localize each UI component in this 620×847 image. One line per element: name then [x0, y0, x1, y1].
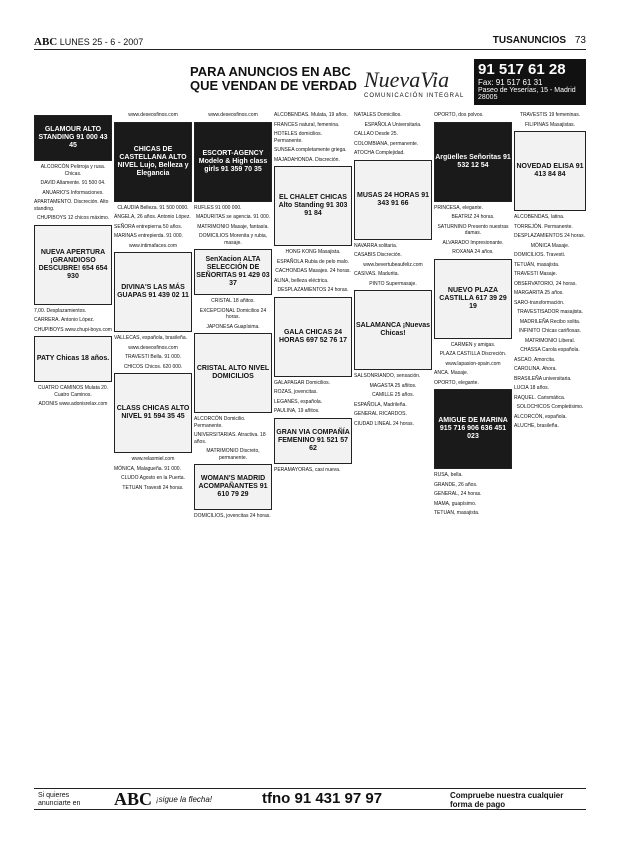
classified-ad: ASCAO. Amorcita.: [514, 356, 556, 363]
top-banner-ad: [34, 57, 586, 107]
classified-ad: CALLAO Desde 25.: [354, 131, 398, 137]
classified-ad: BEATRIZ 24 horas.: [451, 214, 495, 220]
classified-ad: CHICOS Chicos. 620 000.: [123, 363, 183, 370]
classified-ad: TETUÁN, masajista.: [514, 261, 560, 268]
classified-ad: CAROLINA. Ahora.: [514, 366, 557, 372]
classified-ad: DESPLAZAMIENTOS 24 horas.: [514, 233, 586, 239]
classified-ad: SARO-transformación.: [514, 299, 565, 306]
ad-box: WOMAN'S MADRID ACOMPAÑANTES 91 610 79 29: [194, 464, 272, 510]
banner-title-2: QUE VENDAN DE VERDAD: [190, 78, 357, 93]
ad-box: SenXacion ALTA SELECCIÓN DE SEÑORITAS 91 429 03 37: [194, 249, 272, 295]
classified-ad: OPORTO, elegante.: [434, 379, 479, 386]
banner-phone: 91 517 61 28: [478, 61, 566, 78]
classified-ad: ALVARADO Impresionante.: [442, 239, 504, 246]
ad-box: CHICAS DE CASTELLANA ALTO NIVEL Lujo, Belleza y Elegancia: [114, 122, 192, 202]
classified-ad: MARGARITA 25 años.: [514, 290, 564, 296]
classified-ad: TRAVESTIS 19 femeninas.: [519, 112, 581, 118]
footer-brand: ABC: [114, 789, 153, 809]
classified-ad: ROZAS, jovencitas.: [274, 389, 318, 395]
classified-ad: ESPAÑOLA, Madrileña.: [354, 401, 407, 408]
classified-ad: ROXANA 24 años.: [452, 249, 494, 255]
classified-ad: HOTELES domicilios. Permanente.: [274, 131, 323, 144]
classified-ad: OBSERVATORIO, 24 horas.: [514, 280, 577, 287]
ad-box: Argüelles Señoritas 91 532 12 54: [434, 122, 512, 202]
footer-payment: [450, 791, 563, 809]
classified-ad: CAMILLE 25 años.: [372, 392, 414, 398]
classified-ad: ALCOBENDAS, latina.: [514, 214, 565, 220]
classified-ad: MATRIMONIO Liberal.: [525, 337, 575, 344]
header-brand: ABC: [34, 36, 58, 48]
banner-text: [190, 65, 357, 93]
classified-ad: APARTAMENTO. Discreción. Alto standing.: [34, 199, 109, 212]
classifieds-column-7: [514, 112, 586, 780]
ad-box: AMIGUE DE MARINA 915 716 906 636 451 023: [434, 389, 512, 469]
classified-ad: CIUDAD LINEAL 24 horas.: [354, 420, 414, 427]
classified-ad: PRINCESA, elegante.: [434, 204, 483, 211]
classified-ad: NATALES Domicilios.: [354, 112, 402, 118]
footer-lead-line-1: Si quieres: [38, 792, 70, 799]
classified-ad: DOMICILIOS, jovencitas 24 horas.: [194, 513, 271, 519]
ad-box: NUEVO PLAZA CASTILLA 617 39 29 19: [434, 259, 512, 339]
classified-ad: 7,00. Desplazamientos.: [34, 307, 87, 314]
classified-ad: FRANCES natural, femenina.: [274, 121, 340, 128]
ad-box: GRAN VIA COMPAÑÍA FEMENINO 91 521 57 62: [274, 418, 352, 464]
classified-ad: MÓNICA Masaje.: [530, 242, 570, 249]
classified-ad: www.relaxmiel.com: [131, 456, 175, 462]
classified-ad: www.deseosfinos.com: [208, 112, 258, 118]
classified-ad: RUFLES 91 000 000.: [194, 204, 242, 211]
classified-ad: ANUARIO'S Informaciones.: [42, 189, 104, 196]
classified-ad: MADURITAS se agencia. 91 000.: [195, 214, 271, 220]
classified-ad: DOMICILIOS Morenita y rubia, masaje.: [198, 233, 268, 246]
classified-ad: CARMEN y amigas.: [450, 341, 496, 348]
classified-ad: PAULINA, 19 añitos.: [274, 408, 320, 414]
classified-ad: PINTO Supermasaje.: [369, 280, 417, 287]
classified-ad: CLAUDIA Belleza. 91 500 0000.: [117, 204, 189, 211]
classified-ad: ANCA. Masaje.: [434, 370, 469, 376]
classified-ad: DAVID Altamente. 91 500 04.: [40, 180, 106, 186]
classified-ad: ESPAÑOLA Universitaria.: [364, 121, 422, 128]
banner-title-1: PARA ANUNCIOS EN ABC: [190, 64, 351, 79]
classified-ad: MADRILEÑA Recibo solita.: [519, 318, 581, 325]
classified-ad: www.deseosfinos.com: [128, 344, 178, 351]
classified-ad: www.lapasion-spain.com: [445, 360, 501, 367]
classified-ad: NAVARRA solitaria.: [354, 242, 398, 249]
footer-phone: tfno 91 431 97 97: [262, 790, 383, 807]
footer-payment-line-1: Compruebe nuestra cualquier: [450, 791, 564, 800]
classified-ad: DOMICILIOS. Travesti.: [514, 252, 566, 258]
classified-ad: GRANDE, 26 años.: [434, 481, 478, 488]
classified-ad: TRAVESTISADOR masajista.: [517, 309, 583, 315]
classified-ad: CHUPIBOYS 12 chicos máximo.: [36, 215, 110, 221]
footer-slogan: ¡sigue la flecha!: [156, 795, 213, 804]
ad-box: PATY Chicas 18 años.: [34, 336, 112, 382]
classified-ad: EXCEPCIONAL Domicilios 24 horas.: [199, 307, 267, 320]
classified-ad: RUSA, bella.: [434, 472, 463, 478]
classifieds-column-5: [354, 112, 432, 780]
header-right: [493, 35, 586, 46]
classified-ad: MAMA, guapísimo.: [434, 500, 477, 507]
classified-ad: UNIVERSITARIAS. Atractiva. 18 años.: [194, 432, 266, 445]
classified-ad: MAGASTA 25 añitos.: [369, 382, 417, 389]
classified-ad: ALCORCÓN Domicilio. Permanente.: [194, 416, 246, 429]
ad-box: NUEVA APERTURA ¡GRANDIOSO DESCUBRE! 654 654 930: [34, 225, 112, 305]
page-header: [34, 34, 586, 50]
classified-ad: ÁNGELA, 26 años. Antonio López.: [114, 214, 191, 220]
classified-ad: TETUAN Travesti 24 horas.: [122, 484, 184, 491]
classified-ad: CRISTAL 18 añitos.: [211, 298, 255, 304]
classified-ad: CASIVAS. Madurita.: [354, 271, 399, 277]
classified-ad: PERAMAYORAS, casi nueva.: [274, 466, 341, 473]
classified-ad: FILIPINAS Masajistas.: [524, 121, 575, 128]
classified-ad: ALCOBENDAS. Mulata, 19 años.: [274, 112, 348, 118]
classified-ad: VALLECAS, española, brasileña.: [114, 335, 188, 341]
footer-lead: [38, 792, 80, 808]
classified-ad: CHUPIBOYS www.chupi-boys.com: [34, 326, 112, 333]
classified-ad: TORREJÓN. Permanente.: [514, 223, 573, 230]
classified-ad: TRAVESTI Masaje.: [514, 271, 557, 277]
header-left: [34, 36, 143, 48]
ad-box: CRISTAL ALTO NIVEL DOMICILIOS: [194, 333, 272, 413]
classified-ad: JAPONESA Guapísima.: [206, 323, 260, 330]
nuevavia-subtitle: COMUNICACIÓN INTEGRAL: [364, 93, 465, 99]
ad-box: MUSAS 24 HORAS 91 343 91 66: [354, 160, 432, 240]
classified-ad: CHASSA Carola española.: [520, 347, 580, 353]
banner-address: Paseo de Yeserías, 15 - Madrid 28005: [478, 87, 576, 101]
classified-ad: MATRIMONIO Masaje, fantasía.: [197, 223, 269, 230]
classified-ad: ALINA, belleza eléctrica.: [274, 277, 329, 284]
classifieds-column-4: [274, 112, 352, 780]
classified-ad: TRAVESTI Bella. 91 000.: [124, 354, 182, 360]
classified-ad: CARRERA. Antonio López.: [34, 317, 95, 323]
classified-ad: ATOCHA Complejidad.: [354, 150, 405, 156]
header-date: LUNES 25 - 6 - 2007: [59, 37, 144, 47]
classified-ad: TETUAN, masajista.: [434, 510, 480, 516]
ad-box: CLASS CHICAS ALTO NIVEL 91 594 35 45: [114, 373, 192, 453]
classified-ad: SOLOCHICOS Completísimo.: [516, 404, 584, 410]
classified-ad: BRASILEÑA universitaria.: [514, 375, 572, 382]
classified-ad: www.intimafaces.com: [128, 242, 178, 249]
classified-ad: MÓNICA, Malagueña. 91 000.: [114, 465, 181, 472]
classified-ad: ALCORCÓN, española.: [514, 413, 567, 420]
classified-ad: CACHONDAS Masajes. 24 horas.: [275, 268, 351, 274]
classified-ad: GENERAL RICARDOS.: [354, 411, 407, 417]
classified-ad: LUCIA 18 años.: [514, 385, 550, 391]
classified-ad: GENERAL, 24 horas.: [434, 491, 482, 497]
ad-box: NOVEDAD ELISA 91 413 84 84: [514, 131, 586, 211]
classified-ad: MATRIMONIO Discreto, permanente.: [206, 448, 260, 461]
classified-ad: GALAPAGAR Domicilios.: [274, 379, 331, 386]
classified-ad: CUATRO CAMINOS Mulata 20. Cuatro Caminos.: [37, 385, 109, 398]
classified-ad: ALUCHE, brasileña.: [514, 423, 559, 429]
classifieds-column-6: [434, 112, 512, 780]
classified-ad: ALCORCÓN Pelirroja y rusa. Chicas.: [40, 164, 106, 177]
classified-ad: INFINITO Chicas cariñosas.: [518, 328, 582, 334]
classified-ad: DESPLAZAMIENTOS 24 horas.: [277, 287, 349, 293]
classifieds-column-3: [194, 112, 272, 780]
banner-contact-box: [474, 59, 586, 105]
banner-fax: Fax: 91 517 61 31: [478, 78, 543, 87]
classified-ad: CLUDO Agosto en la Puerta.: [121, 475, 185, 481]
classified-ad: LEGANÉS, española.: [274, 398, 323, 405]
ad-box: ESCORT-AGENCY Modelo & High class girls 91 359 70 35: [194, 122, 272, 202]
ad-box: GALA CHICAS 24 HORAS 697 52 76 17: [274, 297, 352, 377]
ad-box: EL CHALET CHICAS Alto Standing 91 303 91 84: [274, 166, 352, 246]
ad-box: SALAMANCA ¡Nuevas Chicas!: [354, 290, 432, 370]
classified-ad: www.deseosfinos.com: [128, 112, 178, 118]
section-title: TUSANUNCIOS: [492, 35, 567, 46]
classified-ad: SEÑORA entrepierna 50 años.: [114, 223, 183, 230]
classified-ad: PLAZA CASTILLA Discreción.: [439, 351, 507, 357]
classified-ad: OPORTO, dos polvos.: [434, 112, 484, 118]
classified-ad: ADONIS www.adonisrelax.com: [38, 401, 108, 407]
footer-lead-line-2: anunciarte en: [38, 800, 81, 807]
classifieds-column-2: [114, 112, 192, 780]
classified-ad: RAQUEL. Carismática.: [514, 394, 566, 401]
classified-ad: CASABIS Discreción.: [354, 252, 402, 258]
footer-ad: [34, 788, 586, 810]
classified-ad: SALSONRIANDO, sensación.: [354, 373, 421, 379]
ad-box: DIVINA'S LAS MÁS GUAPAS 91 439 02 11: [114, 252, 192, 332]
classified-ad: SATURNINO Presento nuestras damas.: [437, 223, 509, 236]
classified-ad: MAJADAHONDA. Discreción.: [274, 156, 340, 163]
page-number: 73: [574, 35, 586, 46]
classifieds-column-1: [34, 112, 112, 780]
nuevavia-logo: NuevaVia: [364, 67, 450, 92]
footer-payment-line-2: forma de pago: [450, 800, 506, 809]
classified-ad: HONG KONG Masajista.: [285, 249, 341, 255]
classified-ad: ESPAÑOLA Rubia de pelo malo.: [276, 258, 350, 265]
classified-ad: SUNSEA completamente griega.: [274, 147, 347, 153]
ad-box: GLAMOUR ALTO STANDING 91 000 43 45: [34, 115, 112, 161]
classified-ad: MARINAS entrepierda. 91 000.: [114, 233, 183, 239]
classified-ad: COLOMBIANA, permanente.: [354, 140, 419, 147]
classified-ad: www.bevertubeaufeliz.com: [363, 261, 423, 268]
